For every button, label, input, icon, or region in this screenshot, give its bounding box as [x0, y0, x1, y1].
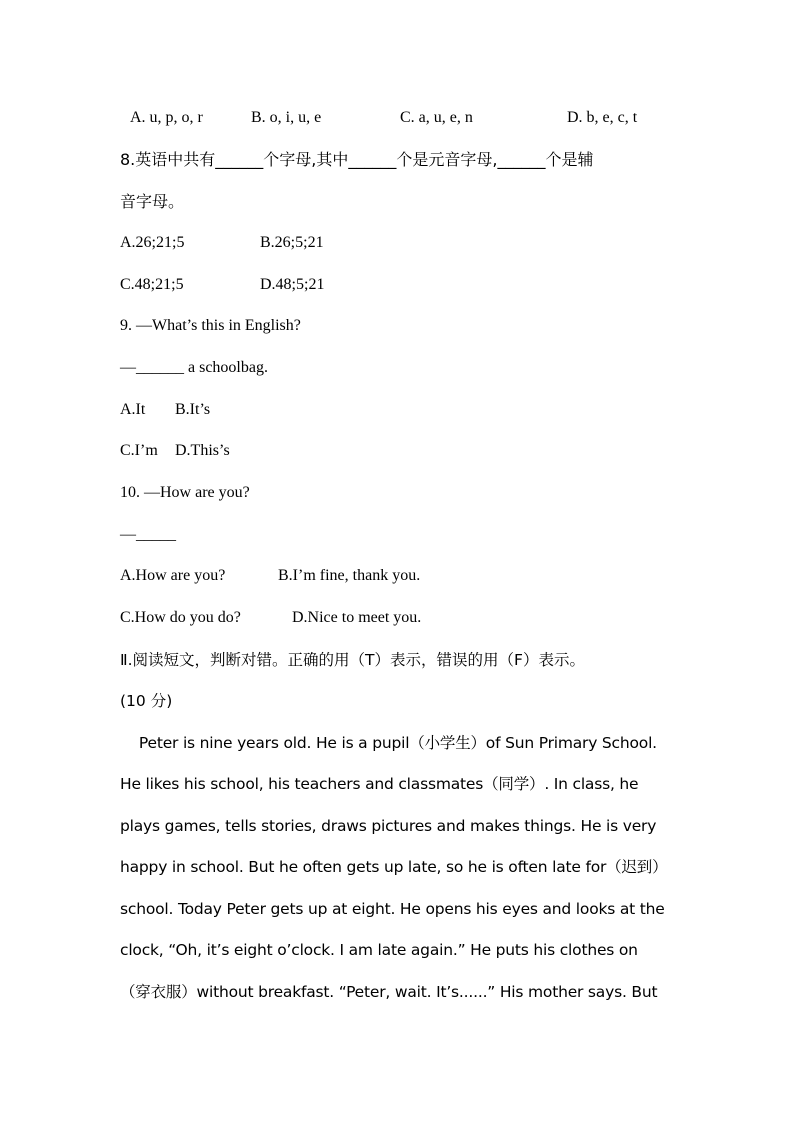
q8-option-b: B.26;5;21 [260, 234, 324, 251]
q8-option-a: A.26;21;5 [120, 234, 185, 251]
section2-heading: Ⅱ.阅读短文，判断对错。正确的用（T）表示，错误的用（F）表示。 [120, 651, 585, 669]
q9-option-a: A.It [120, 401, 146, 418]
section2-points: (10 分) [120, 692, 173, 710]
passage-line-1: Peter is nine years old. He is a pupil（小学生）of Sun Primary School. [120, 734, 657, 752]
passage-line-3: plays games, tells stories, draws pictures and makes things. He is very [120, 817, 657, 835]
q7-option-a: A. u, p, o, r [130, 109, 203, 126]
q8-option-d: D.48;5;21 [260, 276, 325, 293]
passage-line-2: He likes his school, his teachers and classmates（同学）. In class, he [120, 775, 639, 793]
q7-option-d: D. b, e, c, t [567, 109, 638, 126]
q8-stem-line2: 音字母。 [120, 192, 185, 211]
q9-question: 9. —What’s this in English? [120, 317, 301, 334]
q9-option-c: C.I’m [120, 442, 158, 459]
q9-answer-blank: —______ a schoolbag. [120, 359, 268, 376]
q7-option-c: C. a, u, e, n [400, 109, 473, 126]
q10-option-d: D.Nice to meet you. [292, 609, 422, 626]
q9-option-b: B.It’s [175, 401, 211, 418]
q10-option-a: A.How are you? [120, 567, 226, 584]
passage-line-5: school. Today Peter gets up at eight. He opens his eyes and looks at the [120, 900, 665, 918]
q7-option-b: B. o, i, u, e [251, 109, 322, 126]
q10-answer-blank: —_____ [120, 526, 176, 543]
passage-line-4: happy in school. But he often gets up late, so he is often late for（迟到） [120, 858, 668, 876]
q10-option-b: B.I’m fine, thank you. [278, 567, 421, 584]
q8-stem-line1: 8.英语中共有______个字母,其中______个是元音字母,______个是辅 [120, 150, 594, 169]
q10-option-c: C.How do you do? [120, 609, 241, 626]
q8-option-c: C.48;21;5 [120, 276, 184, 293]
passage-line-7: （穿衣服）without breakfast. “Peter, wait. It’s......” His mother says. But [120, 983, 658, 1001]
q9-option-d: D.This’s [175, 442, 230, 459]
passage-line-6: clock, “Oh, it’s eight o’clock. I am late again.” He puts his clothes on [120, 941, 638, 959]
q10-question: 10. —How are you? [120, 484, 250, 501]
